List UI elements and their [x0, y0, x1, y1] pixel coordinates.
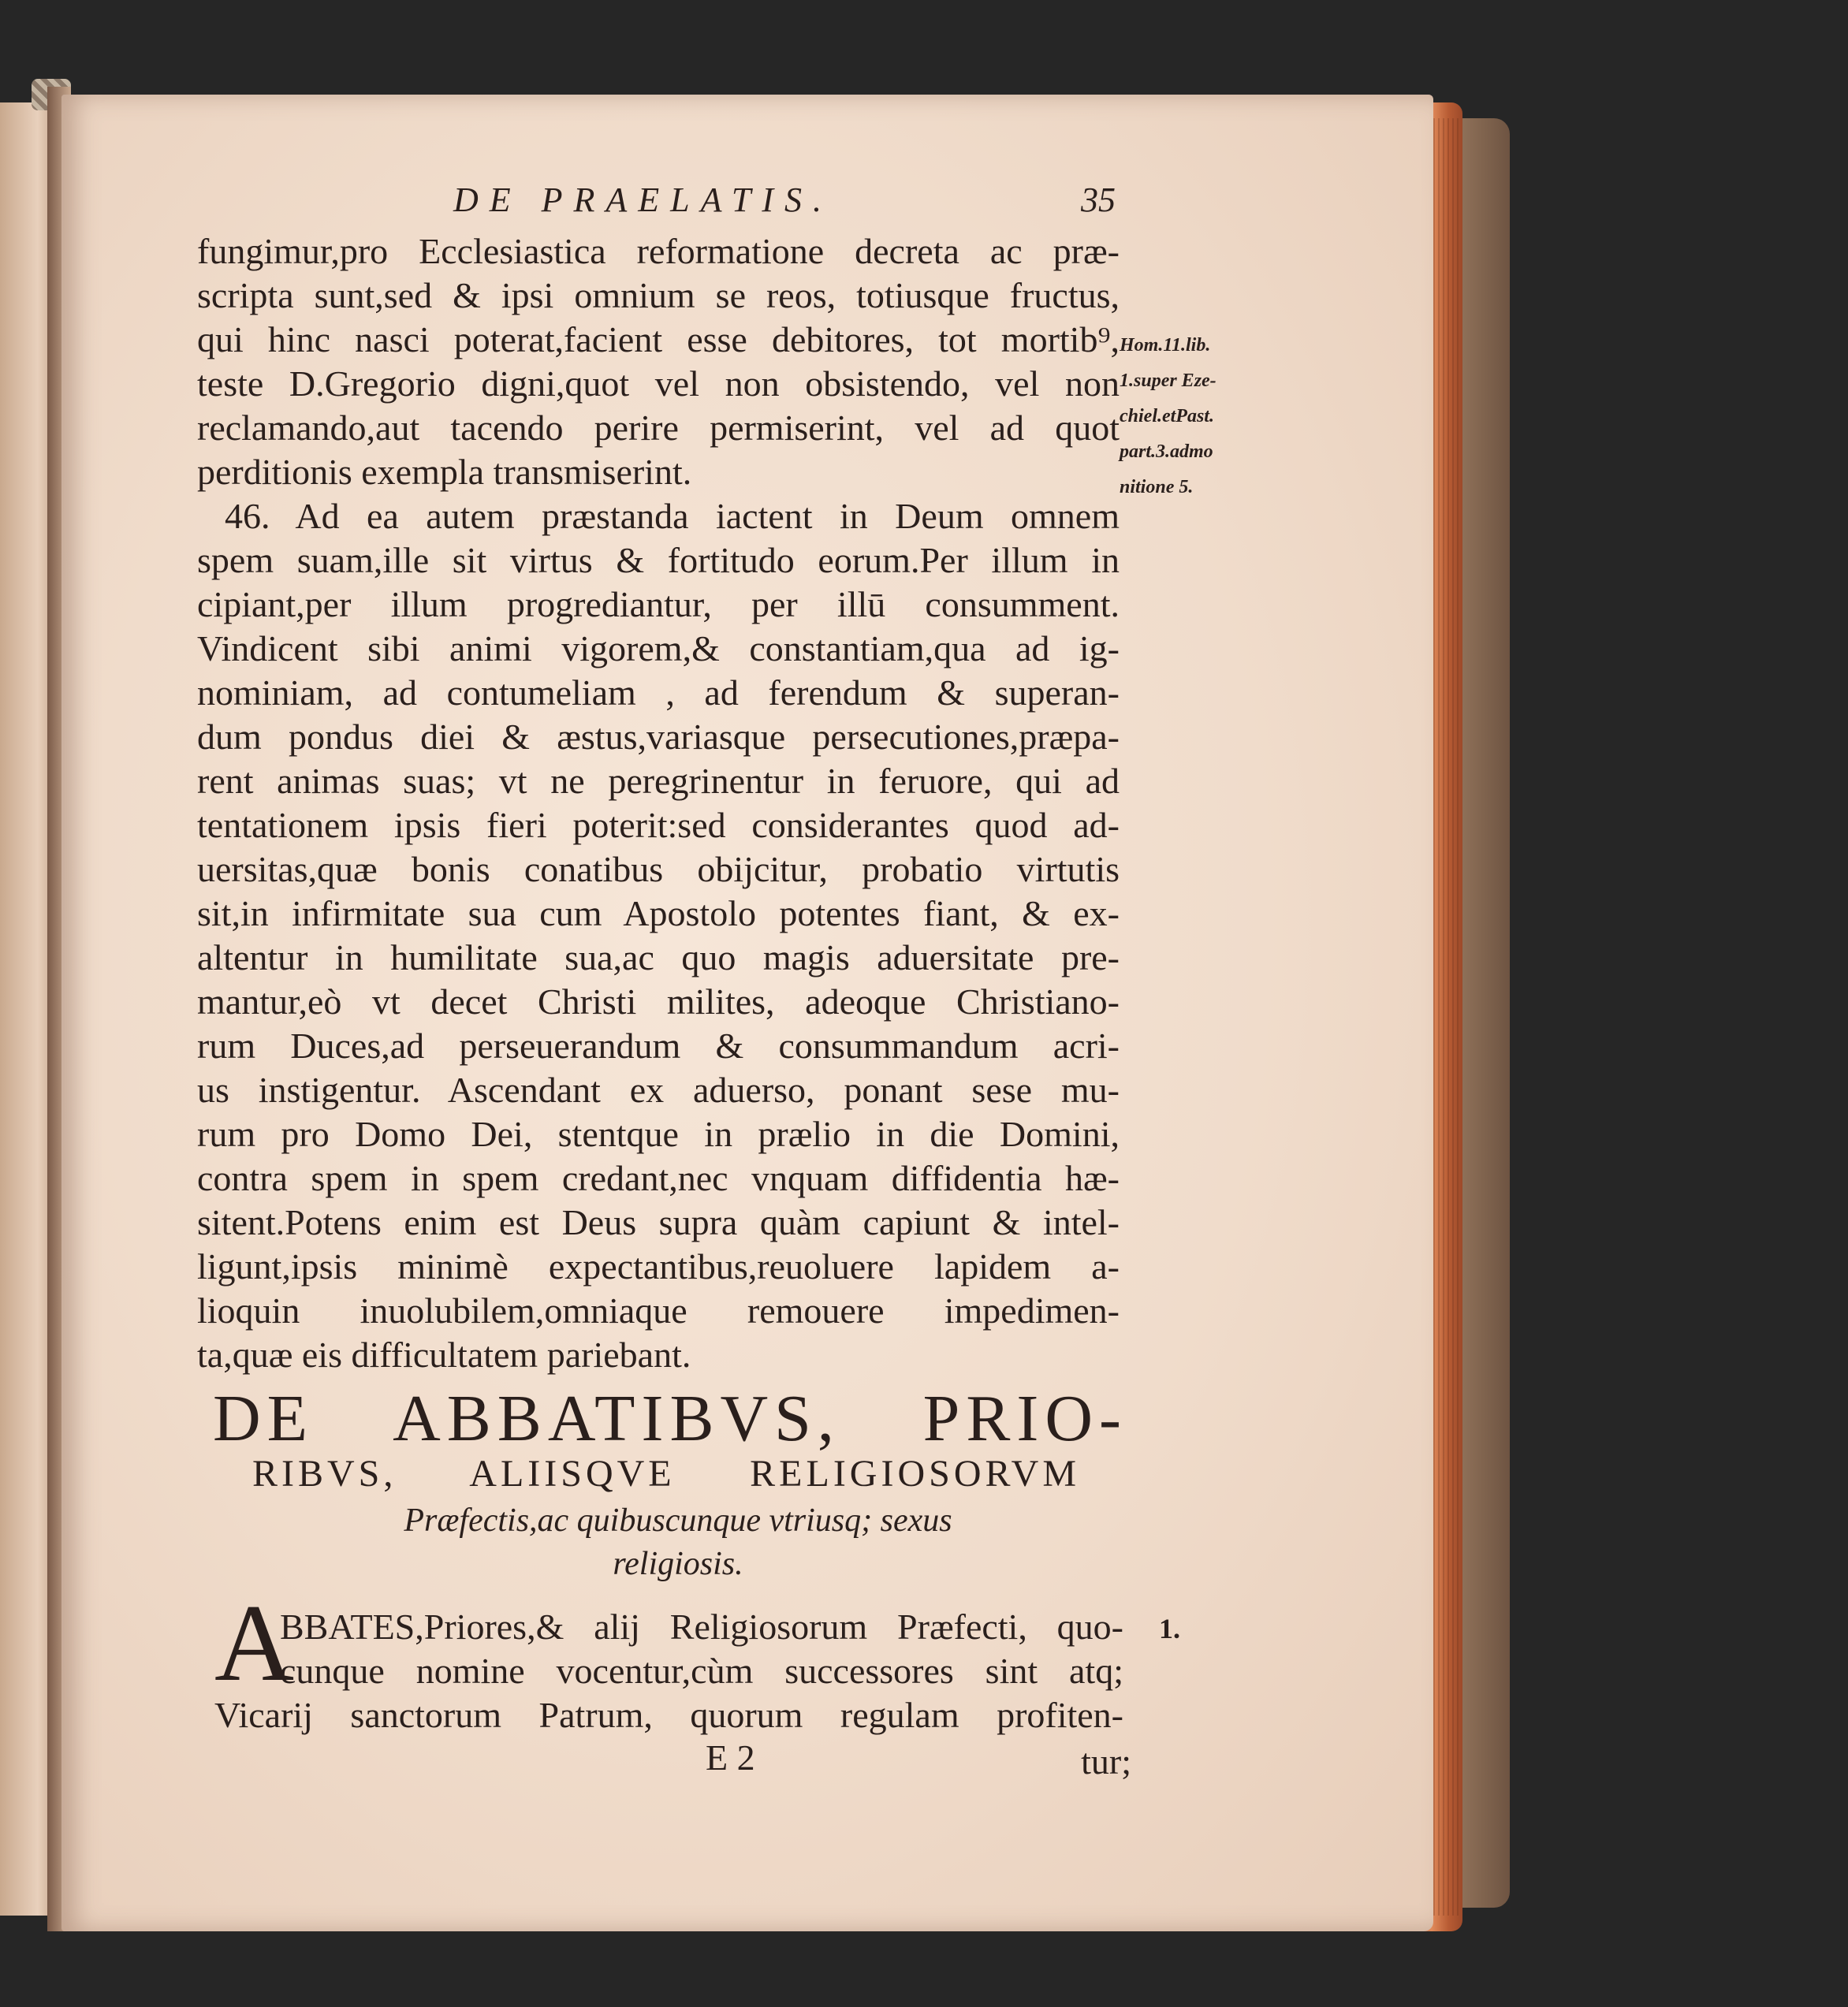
section-heading-line-4: religiosis.	[613, 1546, 743, 1582]
text-line: nominiam, ad contumeliam , ad ferendum & superan-	[197, 672, 1120, 713]
section-heading-line-1: DE ABBATIBVS, PRIO-	[213, 1382, 1127, 1455]
margin-note: 1.super Eze-	[1120, 370, 1216, 391]
text-line: tentationem ipsis fieri poterit:sed considerantes quod ad-	[197, 805, 1120, 845]
text-line: teste D.Gregorio digni,quot vel non obsistendo, vel non	[197, 363, 1120, 404]
text-line: mantur,eò vt decet Christi milites, adeoque Christiano-	[197, 981, 1120, 1022]
signature-mark: E 2	[706, 1737, 755, 1778]
running-head	[453, 180, 1116, 227]
section-heading-line-2: RIBVS, ALIISQVE RELIGIOSORVM	[252, 1453, 1080, 1495]
margin-note: part.3.admo	[1120, 441, 1213, 462]
catchword: tur;	[1081, 1741, 1131, 1782]
margin-note: chiel.etPast.	[1120, 406, 1214, 426]
text-line: dum pondus diei & æstus,variasque persecutiones,præpa-	[197, 717, 1120, 757]
text-line: cunque nomine vocentur,cùm successores sint atq;	[280, 1651, 1123, 1691]
text-line: spem suam,ille sit virtus & fortitudo eorum.Per illum in	[197, 540, 1120, 580]
text-line: scripta sunt,sed & ipsi omnium se reos, totiusque fructus,	[197, 275, 1120, 315]
book-cover-edge	[1462, 118, 1510, 1908]
text-line: BBATES,Priores,& alij Religiosorum Præfecti, quo-	[280, 1607, 1123, 1647]
text-line: qui hinc nasci poterat,facient esse debitores, tot mortib⁹,	[197, 319, 1120, 359]
text-line: Vindicent sibi animi vigorem,& constantiam,qua ad ig-	[197, 628, 1120, 668]
text-line: perditionis exempla transmiserint.	[197, 452, 692, 492]
running-head-title: DE PRAELATIS.	[453, 181, 833, 219]
text-line: sit,in infirmitate sua cum Apostolo potentes fiant, & ex-	[197, 893, 1120, 933]
marginal-number: 1.	[1159, 1613, 1180, 1644]
text-line: lioquin inuolubilem,omniaque remouere impedimen-	[197, 1290, 1120, 1331]
text-line: rum pro Domo Dei, stentque in prælio in die Domini,	[197, 1114, 1120, 1154]
text-line: cipiant,per illum progrediantur, per illū consumment.	[197, 584, 1120, 624]
section-heading-line-3: Præfectis,ac quibuscunque vtriusq; sexus	[404, 1502, 952, 1539]
text-line: rent animas suas; vt ne peregrinentur in feruore, qui ad	[197, 761, 1120, 801]
drop-cap: A	[214, 1582, 295, 1704]
margin-note: nitione 5.	[1120, 477, 1194, 497]
text-line: Vicarij sanctorum Patrum, quorum regulam profiten-	[214, 1695, 1123, 1735]
paragraph-start-line: 46. Ad ea autem præstanda iactent in Deum omnem	[225, 496, 1120, 536]
text-line: sitent.Potens enim est Deus supra quàm capiunt & intel-	[197, 1202, 1120, 1242]
text-line: contra spem in spem credant,nec vnquam diffidentia hæ-	[197, 1158, 1120, 1198]
text-line: us instigentur. Ascendant ex aduerso, ponant sese mu-	[197, 1070, 1120, 1110]
folio-number: 35	[1081, 181, 1116, 219]
text-line: ta,quæ eis difficultatem pariebant.	[197, 1335, 691, 1375]
text-line: reclamando,aut tacendo perire permiserint, vel ad quot	[197, 408, 1120, 448]
text-line: altentur in humilitate sua,ac quo magis aduersitate pre-	[197, 937, 1120, 977]
text-line: rum Duces,ad perseuerandum & consummandum acri-	[197, 1026, 1120, 1066]
margin-note: Hom.11.lib.	[1120, 335, 1211, 356]
text-line: ligunt,ipsis minimè expectantibus,reuoluere lapidem a-	[197, 1246, 1120, 1286]
text-line: fungimur,pro Ecclesiastica reformatione decreta ac præ-	[197, 231, 1120, 271]
text-line: uersitas,quæ bonis conatibus obijcitur, probatio virtutis	[197, 849, 1120, 889]
